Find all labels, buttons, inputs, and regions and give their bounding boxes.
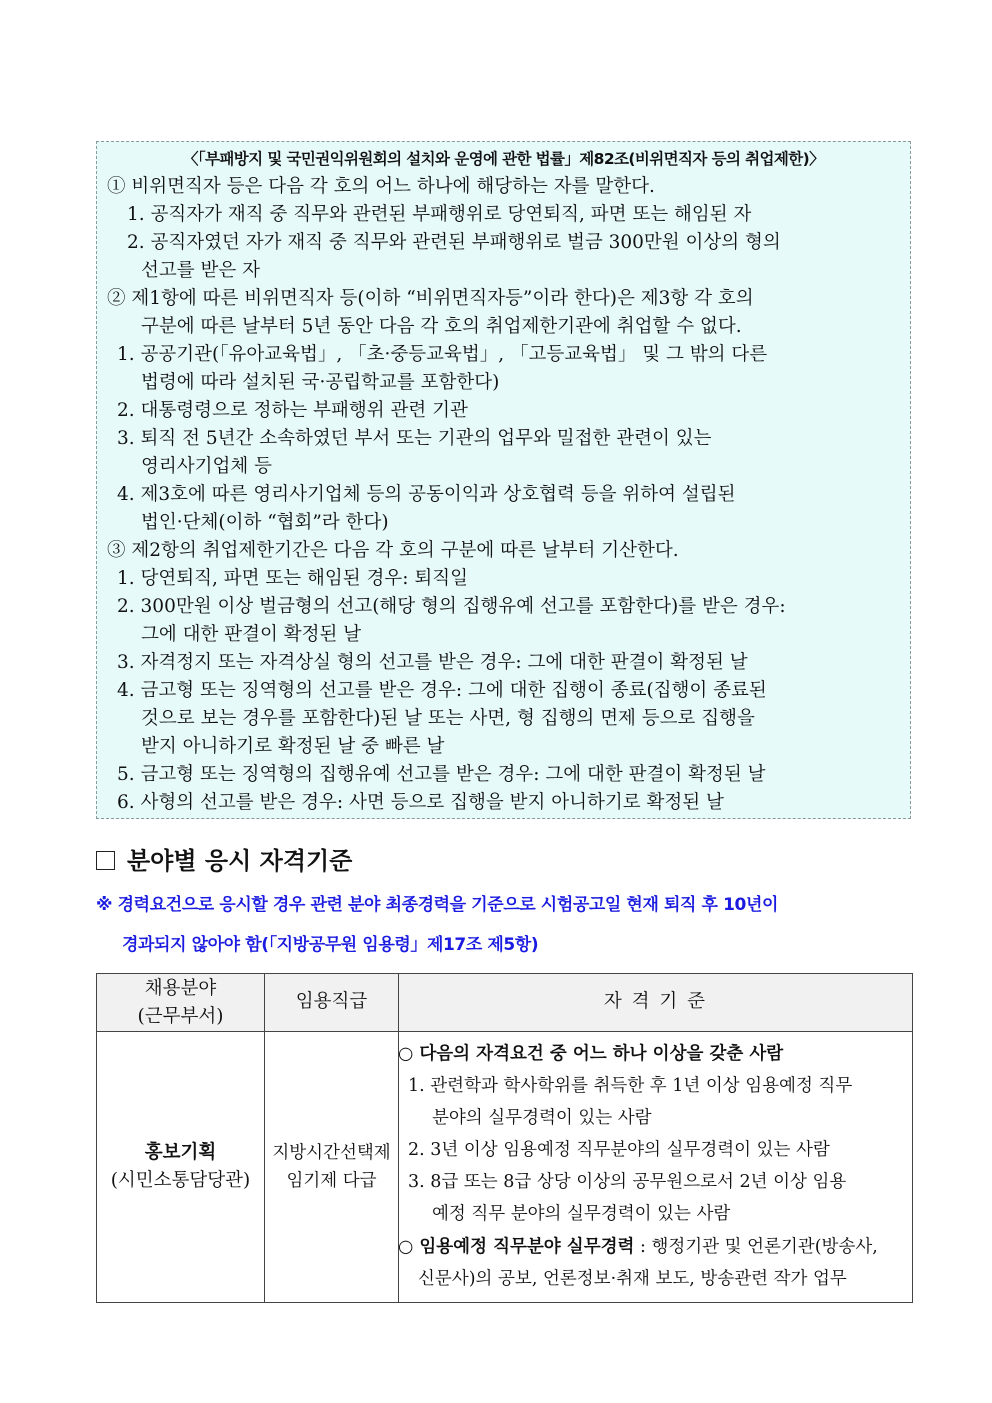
criteria-item-3-cont: 예정 직무 분야의 실무경력이 있는 사람: [432, 1204, 731, 1224]
criteria-item-1: 1. 관련학과 학사학위를 취득한 후 1년 이상 임용예정 직무: [408, 1076, 853, 1096]
header-grade: 임용직급: [295, 991, 368, 1012]
notice-line-2: 경과되지 않아야 함(「지방공무원 임용령」제17조 제5항): [122, 935, 539, 955]
law-excerpt-box: [96, 141, 911, 819]
row-grade-line-2: 임기제 다급: [286, 1171, 377, 1191]
law-paragraph-3: ③ 제2항의 취업제한기간은 다음 각 호의 구분에 따른 날부터 기산한다.: [107, 540, 679, 561]
law-p2-item-4-cont: 법인·단체(이하 “협회”라 한다): [141, 512, 389, 533]
law-p3-item-4-cont2: 받지 아니하기로 확정된 날 중 빠른 날: [141, 736, 445, 757]
law-p3-item-5: 5. 금고형 또는 징역형의 집행유예 선고를 받은 경우: 그에 대한 판결이 확정된 날: [117, 764, 766, 785]
criteria-heading: ○ 다음의 자격요건 중 어느 하나 이상을 갖춘 사람: [398, 1044, 784, 1064]
notice-line-1: ※ 경력요건으로 응시할 경우 관련 분야 최종경력을 기준으로 시험공고일 현재 퇴직 후 10년이: [96, 895, 778, 915]
law-p2-item-3-cont: 영리사기업체 등: [141, 456, 272, 477]
law-p2-item-4: 4. 제3호에 따른 영리사기업체 등의 공동이익과 상호협력 등을 위하여 설립된: [117, 484, 736, 505]
section-heading-text: 분야별 응시 자격기준: [127, 846, 353, 875]
law-p2-item-3: 3. 퇴직 전 5년간 소속하였던 부서 또는 기관의 업무와 밀접한 관련이 있는: [117, 428, 712, 449]
row-grade: [265, 1139, 398, 1195]
law-p3-item-3: 3. 자격정지 또는 자격상실 형의 선고를 받은 경우: 그에 대한 판결이 확정된 날: [117, 652, 748, 673]
header-criteria: 자 격 기 준: [603, 991, 708, 1012]
table-border-bottom: [96, 1302, 913, 1303]
table-border-right: [912, 973, 913, 1303]
criteria-experience: [398, 1231, 912, 1263]
row-field-name: 홍보기획: [144, 1142, 217, 1163]
law-p2-item-1-cont: 법령에 따라 설치된 국·공립학교를 포함한다): [141, 372, 500, 393]
law-p2-item-1: 1. 공공기관(「유아교육법」, 「초·중등교육법」, 「고등교육법」 및 그 밖의 다른: [117, 344, 768, 365]
law-paragraph-1: ① 비위면직자 등은 다음 각 호의 어느 하나에 해당하는 자를 말한다.: [107, 176, 655, 197]
criteria-item-3: 3. 8급 또는 8급 상당 이상의 공무원으로서 2년 이상 임용: [408, 1172, 847, 1192]
law-p3-item-4-cont: 것으로 보는 경우를 포함한다)된 날 또는 사면, 형 집행의 면제 등으로 집행을: [141, 708, 755, 729]
law-p3-item-1: 1. 당연퇴직, 파면 또는 해임된 경우: 퇴직일: [117, 568, 468, 589]
header-field: [97, 975, 264, 1031]
law-p3-item-4: 4. 금고형 또는 징역형의 선고를 받은 경우: 그에 대한 집행이 종료(집행이 종료된: [117, 680, 767, 701]
law-p1-item-2-cont: 선고를 받은 자: [141, 260, 260, 281]
law-paragraph-2: ② 제1항에 따른 비위면직자 등(이하 “비위면직자등”이라 한다)은 제3항 각 호의: [107, 288, 754, 309]
law-p2-item-2: 2. 대통령령으로 정하는 부패행위 관련 기관: [117, 400, 468, 421]
law-p1-item-2: 2. 공직자였던 자가 재직 중 직무와 관련된 부패행위로 벌금 300만원 이상의 형의: [127, 232, 781, 253]
law-p3-item-2: 2. 300만원 이상 벌금형의 선고(해당 형의 집행유예 선고를 포함한다)를 받은 경우:: [117, 596, 786, 617]
criteria-experience-text: : 행정기관 및 언론기관(방송사,: [634, 1237, 878, 1257]
law-p1-item-1: 1. 공직자가 재직 중 직무와 관련된 부패행위로 당연퇴직, 파면 또는 해임된 자: [127, 204, 752, 225]
law-paragraph-2-cont: 구분에 따른 날부터 5년 동안 다음 각 호의 취업제한기관에 취업할 수 없다.: [141, 316, 742, 337]
row-field: [97, 1139, 264, 1195]
criteria-experience-cont: 신문사)의 공보, 언론정보·취재 보도, 방송관련 작가 업무: [418, 1269, 847, 1289]
row-field-dept: (시민소통담당관): [110, 1170, 251, 1191]
header-field-label: 채용분야: [144, 978, 217, 999]
criteria-item-2: 2. 3년 이상 임용예정 직무분야의 실무경력이 있는 사람: [408, 1140, 830, 1160]
law-p3-item-2-cont: 그에 대한 판결이 확정된 날: [141, 624, 362, 645]
criteria-item-1-cont: 분야의 실무경력이 있는 사람: [432, 1108, 652, 1128]
law-p3-item-6: 6. 사형의 선고를 받은 경우: 사면 등으로 집행을 받지 아니하기로 확정된 날: [117, 792, 724, 813]
table-border-top: [96, 973, 913, 974]
law-title: 〈「부패방지 및 국민권익위원회의 설치와 운영에 관한 법률」제82조(비위면직자 등의 취업제한)〉: [183, 150, 824, 168]
criteria-experience-label: ○ 임용예정 직무분야 실무경력: [398, 1237, 635, 1257]
header-field-dept-label: (근무부서): [137, 1006, 224, 1027]
table-col-divider-1: [264, 973, 265, 1303]
checkbox-square-icon: [96, 851, 115, 870]
section-heading: [96, 842, 352, 880]
row-grade-line-1: 지방시간선택제: [272, 1143, 391, 1163]
table-header-divider: [96, 1031, 913, 1032]
